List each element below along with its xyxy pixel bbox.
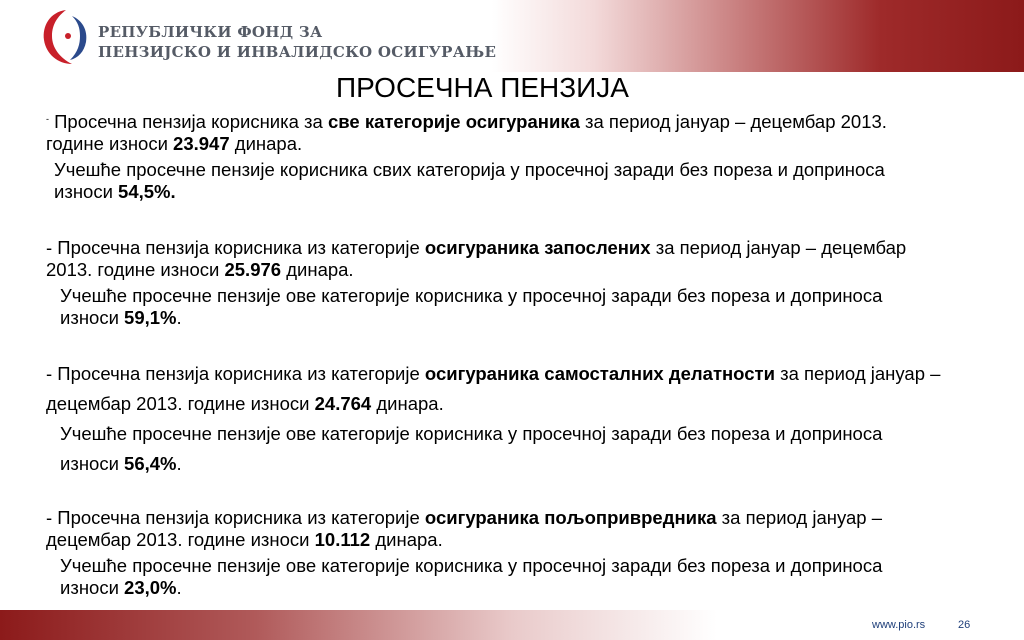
section-4-main	[46, 507, 946, 551]
amount: 23.947	[173, 133, 230, 154]
text: Просечна пензија корисника из категорије	[52, 363, 425, 384]
text: Учешће просечне пензије корисника свих категорија у просечној заради без пореза и доприноса износи	[54, 159, 885, 202]
text: .	[176, 577, 182, 598]
text: Просечна пензија корисника из категорије	[52, 507, 425, 528]
text: .	[176, 307, 182, 328]
section-1-share	[46, 159, 946, 203]
section-2-main	[46, 237, 946, 281]
text: Учешће просечне пензије ове категорије корисника у просечној заради без пореза и доприноса износи	[60, 285, 883, 328]
text: Учешће просечне пензије ове категорије корисника у просечној заради без пореза и доприноса износи	[60, 555, 883, 598]
pio-fund-logo-icon	[38, 6, 94, 68]
section-3-share	[46, 419, 946, 479]
text: за период јануар – децембар 2013. године износи	[46, 237, 907, 280]
text: за период јануар – децембар 2013. године износи	[46, 363, 941, 414]
percentage: 54,5%.	[118, 181, 176, 202]
category-name: осигураника самосталних делатности	[424, 363, 775, 384]
org-name-line2: ПЕНЗИЈСКО И ИНВАЛИДСКО ОСИГУРАЊЕ	[98, 43, 497, 61]
org-name-line1: РЕПУБЛИЧКИ ФОНД ЗА	[98, 23, 323, 41]
bullet-dash: -	[46, 114, 49, 124]
section-1-main	[46, 108, 946, 155]
slide-content	[46, 108, 946, 599]
section-4-share	[46, 555, 946, 599]
percentage: 56,4%	[124, 453, 177, 474]
text: динара.	[229, 133, 303, 154]
category-name: осигураника пољопривредника	[424, 507, 717, 528]
organization-name	[98, 22, 496, 62]
text: Просечна пензија корисника за	[49, 111, 328, 132]
footer-website-link[interactable]: www.pio.rs	[872, 619, 926, 631]
text: Просечна пензија корисника из категорије	[52, 237, 425, 258]
bullet-dash: -	[46, 363, 53, 384]
bullet-dash: -	[46, 507, 53, 528]
text: динара.	[370, 529, 443, 550]
category-name: све категорије осигураника	[327, 111, 580, 132]
amount: 10.112	[314, 529, 371, 550]
footer-band	[0, 610, 1024, 640]
text: динара.	[371, 393, 444, 414]
text: за период јануар – децембар 2013. године износи	[46, 507, 883, 550]
section-2-share	[46, 285, 946, 329]
text: Учешће просечне пензије ове категорије корисника у просечној заради без пореза и доприноса износи	[60, 423, 883, 474]
text: за период јануар – децембар 2013. године износи	[46, 111, 887, 154]
section-3-main	[46, 359, 946, 419]
percentage: 23,0%	[124, 577, 177, 598]
amount: 25.976	[224, 259, 282, 280]
bullet-dash: -	[46, 237, 53, 258]
text: динара.	[281, 259, 354, 280]
amount: 24.764	[314, 393, 372, 414]
category-name: осигураника запослених	[424, 237, 651, 258]
slide-title: ПРОСЕЧНА ПЕНЗИЈА	[336, 72, 629, 103]
percentage: 59,1%	[124, 307, 177, 328]
text: .	[176, 453, 182, 474]
page-number: 26	[958, 619, 971, 631]
